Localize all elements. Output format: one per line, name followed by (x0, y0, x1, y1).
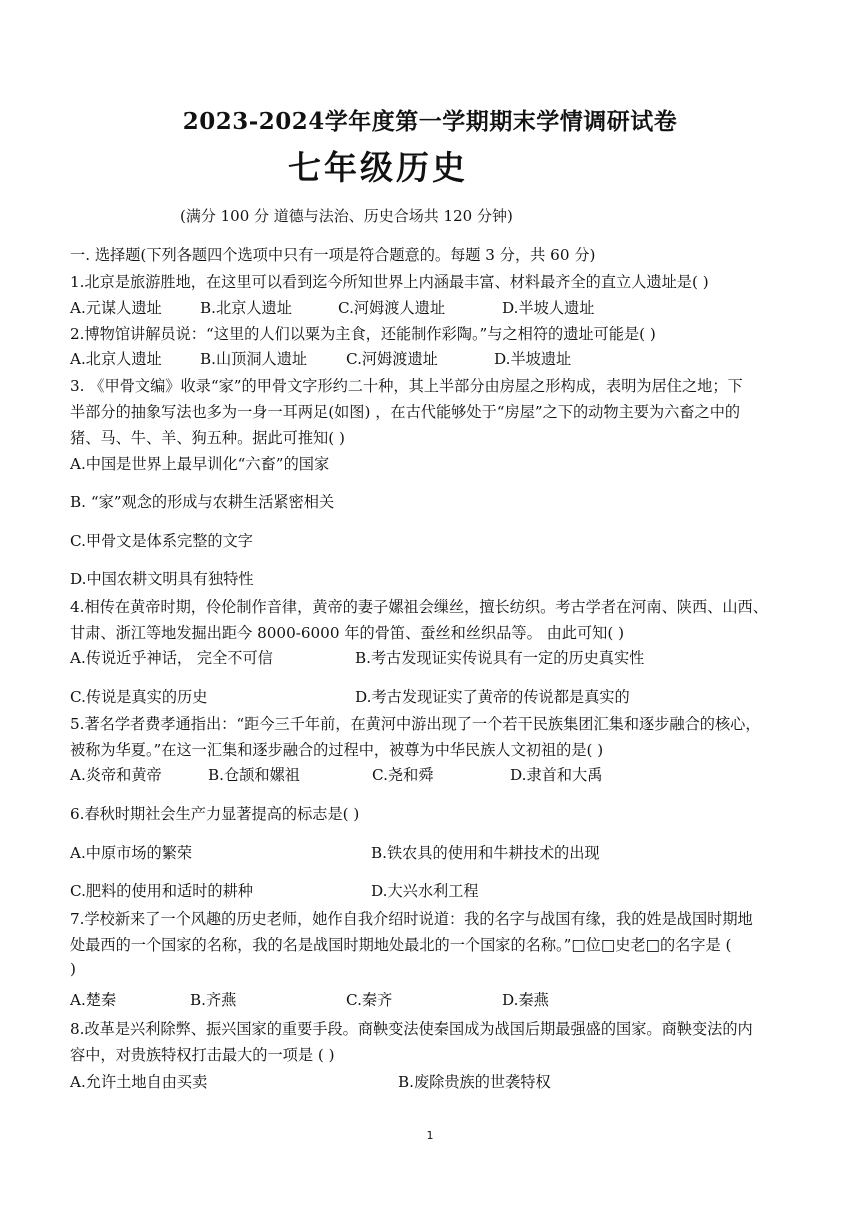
question-5-text-line-2: 被称为华夏。”在这一汇集和逐步融合的过程中，被尊为中华民族人文初祖的是( ) (70, 741, 604, 759)
question-3-text-line-2: 半部分的抽象写法也多为一身一耳两足(如图) ，在古代能够处于“房屋”之下的动物主要为六畜之中的 (70, 403, 741, 421)
question-8-text-line-1: 8.改革是兴利除弊、振兴国家的重要手段。商鞅变法使秦国成为战国后期最强盛的国家。商鞅变法的内 (70, 1020, 753, 1038)
q6-option-b: B.铁农具的使用和牛耕技术的出现 (371, 844, 600, 862)
q3-option-b: B. “家”观念的形成与农耕生活紧密相关 (70, 493, 335, 511)
exam-title: 2023-2024学年度第一学期期末学情调研试卷 (182, 108, 678, 135)
question-4-text-line-2: 甘肃、浙江等地发掘出距今 8000-6000 年的骨笛、蚕丝和丝织品等。 由此可知( ) (70, 624, 625, 642)
q1-option-a: A.元谋人遗址 (70, 299, 162, 317)
q6-option-d: D.大兴水利工程 (371, 882, 479, 900)
q7-option-c: C.秦齐 (346, 991, 393, 1009)
q7-option-a: A.楚秦 (70, 991, 117, 1009)
q5-option-d: D.隶首和大禹 (510, 766, 603, 784)
question-4-text-line-1: 4.相传在黄帝时期，伶伦制作音律，黄帝的妻子嫘祖会缫丝，擅长纺织。考古学者在河南、陕西、山西、 (70, 598, 768, 616)
q4-option-c: C.传说是真实的历史 (70, 688, 208, 706)
q4-option-a: A.传说近乎神话， 完全不可信 (70, 649, 273, 667)
q7-option-b: B.齐燕 (190, 991, 237, 1009)
exam-note: (满分 100 分 道德与法治、历史合场共 120 分钟) (180, 207, 513, 225)
exam-subtitle: 七年级历史 (288, 148, 468, 187)
question-8-text-line-2: 容中，对贵族特权打击最大的一项是 ( ) (70, 1046, 335, 1064)
q6-option-a: A.中原市场的繁荣 (70, 844, 193, 862)
question-3-text-line-1: 3. 《甲骨文编》收录“家”的甲骨文字形约二十种，其上半部分由房屋之形构成，表明为居住之地；下 (70, 377, 743, 395)
q2-option-d: D.半坡遗址 (494, 350, 572, 368)
section-heading: 一. 选择题(下列各题四个选项中只有一项是符合题意的。每题 3 分，共 60 分) (70, 246, 596, 264)
page-number: 1 (426, 1129, 434, 1142)
q1-option-c: C.河姆渡人遗址 (338, 299, 446, 317)
q2-option-a: A.北京人遗址 (70, 350, 162, 368)
q5-option-b: B.仓颉和嫘祖 (208, 766, 300, 784)
q4-option-d: D.考古发现证实了黄帝的传说都是真实的 (355, 688, 630, 706)
question-7-text-line-3: ) (70, 960, 76, 978)
q7-option-d: D.秦燕 (502, 991, 549, 1009)
q5-option-c: C.尧和舜 (372, 766, 434, 784)
q3-option-c: C.甲骨文是体系完整的文字 (70, 532, 253, 550)
q3-option-d: D.中国农耕文明具有独特性 (70, 570, 254, 588)
q1-option-d: D.半坡人遗址 (502, 299, 595, 317)
question-7-text-line-2: 处最西的一个国家的名称，我的名是战国时期地处最北的一个国家的名称。”□位□史老□的名字是 ( (70, 936, 732, 954)
question-7-text-line-1: 7.学校新来了一个风趣的历史老师，她作自我介绍时说道：我的名字与战国有缘，我的姓是战国时期地 (70, 910, 753, 928)
q6-option-c: C.肥料的使用和适时的耕种 (70, 882, 253, 900)
question-3-text-line-3: 猪、马、牛、羊、狗五种。据此可推知( ) (70, 429, 345, 447)
q8-option-b: B.废除贵族的世袭特权 (398, 1073, 551, 1091)
question-5-text-line-1: 5.著名学者费孝通指出：“距今三千年前，在黄河中游出现了一个若干民族集团汇集和逐步融合的核心， (70, 715, 761, 733)
q3-option-a: A.中国是世界上最早训化“六畜”的国家 (70, 455, 330, 473)
q2-option-b: B.山顶洞人遗址 (200, 350, 308, 368)
q8-option-a: A.允许土地自由买卖 (70, 1073, 208, 1091)
question-6-text: 6.春秋时期社会生产力显著提高的标志是( ) (70, 805, 360, 823)
question-2-text: 2.博物馆讲解员说：“这里的人们以粟为主食，还能制作彩陶。”与之相符的遗址可能是( ) (70, 325, 656, 343)
q1-option-b: B.北京人遗址 (200, 299, 292, 317)
q4-option-b: B.考古发现证实传说具有一定的历史真实性 (355, 649, 645, 667)
q2-option-c: C.河姆渡遗址 (346, 350, 438, 368)
q5-option-a: A.炎帝和黄帝 (70, 766, 162, 784)
question-1-text: 1.北京是旅游胜地，在这里可以看到迄今所知世界上内涵最丰富、材料最齐全的直立人遗址是( ) (70, 273, 709, 291)
